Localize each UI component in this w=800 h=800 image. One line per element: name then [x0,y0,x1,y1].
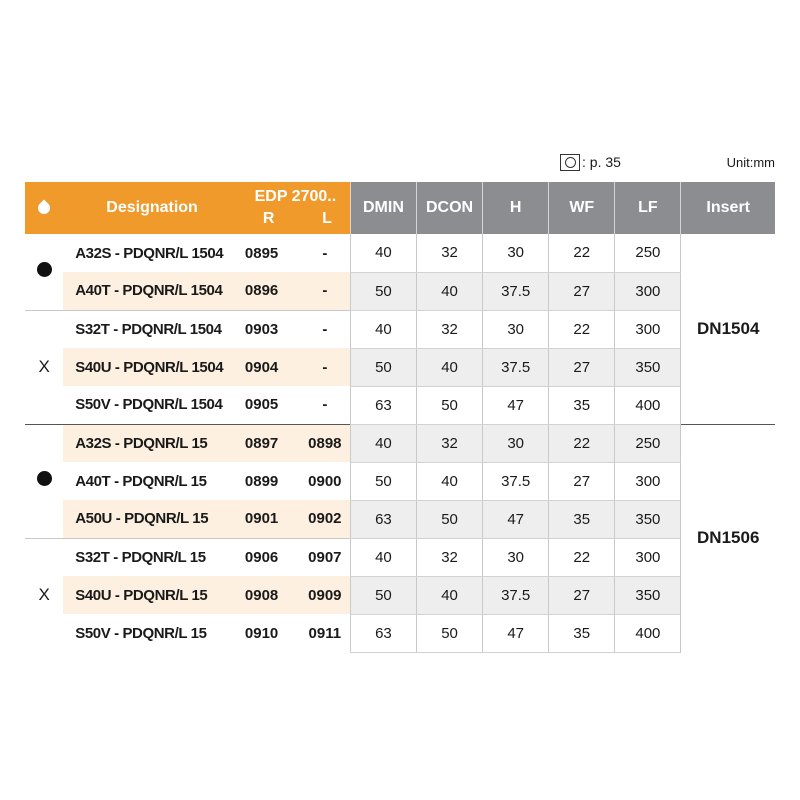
edp-l-cell: - [322,244,328,262]
edp-l-cell: - [322,396,328,414]
coolant-drop-icon [36,199,53,216]
dcon-cell: 32 [417,234,483,272]
h-cell: 30 [483,538,549,576]
table-row [25,348,775,386]
designation-cell: S32T - PDQNR/L 15 [63,538,241,576]
edp-l-cell: - [300,348,351,386]
designation-cell: A40T - PDQNR/L 15 [75,472,207,490]
edp-header-title: EDP 2700.. [254,188,337,205]
dmin-cell: 40 [350,310,416,348]
h-cell: 30 [483,234,549,272]
edp-r-cell: 0910 [244,624,279,642]
edp-r-cell: 0897 [241,424,300,462]
dcon-cell: 32 [417,310,483,348]
edp-r-cell: 0896 [241,272,300,310]
dmin-cell: 63 [350,500,416,538]
availability-x-mark: X [25,310,63,424]
designation-cell: S40U - PDQNR/L 15 [63,576,241,614]
dmin-cell: 40 [350,424,416,462]
insert-reference-icon [560,154,580,171]
edp-l-cell: 0900 [308,472,342,490]
dmin-header: DMIN [350,182,416,234]
h-cell: 47 [483,500,549,538]
wf-cell: 35 [549,500,615,538]
top-info-bar [560,150,775,174]
designation-cell: S50V - PDQNR/L 15 [75,624,207,642]
unit-label: Unit:mm [726,154,775,170]
wf-cell: 27 [549,272,615,310]
h-cell: 47 [483,386,549,424]
dmin-cell: 63 [350,614,416,652]
wf-cell: 35 [549,614,615,652]
table-row [25,272,775,310]
coolant-column-header [25,182,63,234]
table-body [25,234,775,652]
wf-header: WF [549,182,615,234]
dmin-cell: 50 [350,462,416,500]
wf-cell: 22 [549,538,615,576]
table-row [25,424,775,462]
dmin-cell: 50 [350,348,416,386]
lf-cell: 350 [615,576,681,614]
h-cell: 30 [483,310,549,348]
page-reference-text: : p. 35 [582,154,621,170]
h-cell: 37.5 [483,576,549,614]
dcon-cell: 40 [417,462,483,500]
table-row [25,310,775,348]
table-row [25,500,775,538]
dcon-cell: 50 [417,614,483,652]
designation-cell: A50U - PDQNR/L 15 [63,500,241,538]
dcon-header: DCON [417,182,483,234]
edp-l-cell: 0909 [300,576,351,614]
designation-cell: S50V - PDQNR/L 1504 [75,396,223,414]
h-cell: 30 [483,424,549,462]
dcon-cell: 40 [417,272,483,310]
dcon-cell: 32 [417,538,483,576]
wf-cell: 27 [549,576,615,614]
dmin-cell: 40 [350,234,416,272]
table-header-row [25,182,775,234]
edp-l-cell: - [300,310,351,348]
designation-cell: A32S - PDQNR/L 15 [63,424,241,462]
edp-l-header: L [322,210,332,227]
insert-cell: DN1506 [681,424,775,652]
lf-cell: 350 [615,348,681,386]
lf-cell: 250 [615,234,681,272]
filled-circle-icon [37,262,52,277]
filled-circle-icon [37,471,52,486]
edp-l-cell: 0898 [300,424,351,462]
edp-r-cell: 0895 [244,244,279,262]
edp-header [241,182,351,234]
edp-r-cell: 0901 [241,500,300,538]
table-row [25,234,775,272]
insert-header: Insert [681,182,775,234]
edp-l-cell: 0911 [308,624,342,642]
lf-cell: 400 [615,386,681,424]
lf-cell: 300 [615,462,681,500]
table-row [25,538,775,576]
wf-cell: 22 [549,310,615,348]
edp-r-cell: 0904 [241,348,300,386]
table-row [25,576,775,614]
insert-cell: DN1504 [681,234,775,424]
edp-r-cell: 0903 [241,310,300,348]
edp-r-cell: 0906 [241,538,300,576]
dmin-cell: 40 [350,538,416,576]
wf-cell: 22 [549,424,615,462]
wf-cell: 22 [549,234,615,272]
availability-dot-mark [25,234,63,310]
dcon-cell: 40 [417,576,483,614]
availability-x-mark: X [25,538,63,652]
table-row [25,386,775,424]
edp-r-cell: 0908 [241,576,300,614]
designation-header: Designation [63,182,241,234]
edp-l-cell: 0902 [300,500,351,538]
h-cell: 47 [483,614,549,652]
wf-cell: 27 [549,462,615,500]
lf-cell: 300 [615,310,681,348]
h-cell: 37.5 [483,348,549,386]
h-header: H [483,182,549,234]
dcon-cell: 50 [417,500,483,538]
dmin-cell: 50 [350,576,416,614]
designation-cell: S32T - PDQNR/L 1504 [63,310,241,348]
designation-cell: A40T - PDQNR/L 1504 [63,272,241,310]
dmin-cell: 63 [350,386,416,424]
lf-header: LF [615,182,681,234]
edp-l-cell: 0907 [300,538,351,576]
dcon-cell: 32 [417,424,483,462]
h-cell: 37.5 [483,272,549,310]
lf-cell: 350 [615,500,681,538]
edp-r-cell: 0905 [244,396,279,414]
edp-r-cell: 0899 [244,472,279,490]
page-reference [560,154,621,171]
dmin-cell: 50 [350,272,416,310]
edp-l-cell: - [300,272,351,310]
wf-cell: 27 [549,348,615,386]
dcon-cell: 40 [417,348,483,386]
edp-r-header: R [262,210,275,227]
table-row [25,462,775,500]
lf-cell: 400 [615,614,681,652]
lf-cell: 250 [615,424,681,462]
spec-table [25,182,775,653]
lf-cell: 300 [615,538,681,576]
designation-cell: A32S - PDQNR/L 1504 [75,244,224,262]
table-row [25,614,775,652]
lf-cell: 300 [615,272,681,310]
wf-cell: 35 [549,386,615,424]
dcon-cell: 50 [417,386,483,424]
designation-cell: S40U - PDQNR/L 1504 [63,348,241,386]
h-cell: 37.5 [483,462,549,500]
availability-dot-mark [25,424,63,538]
